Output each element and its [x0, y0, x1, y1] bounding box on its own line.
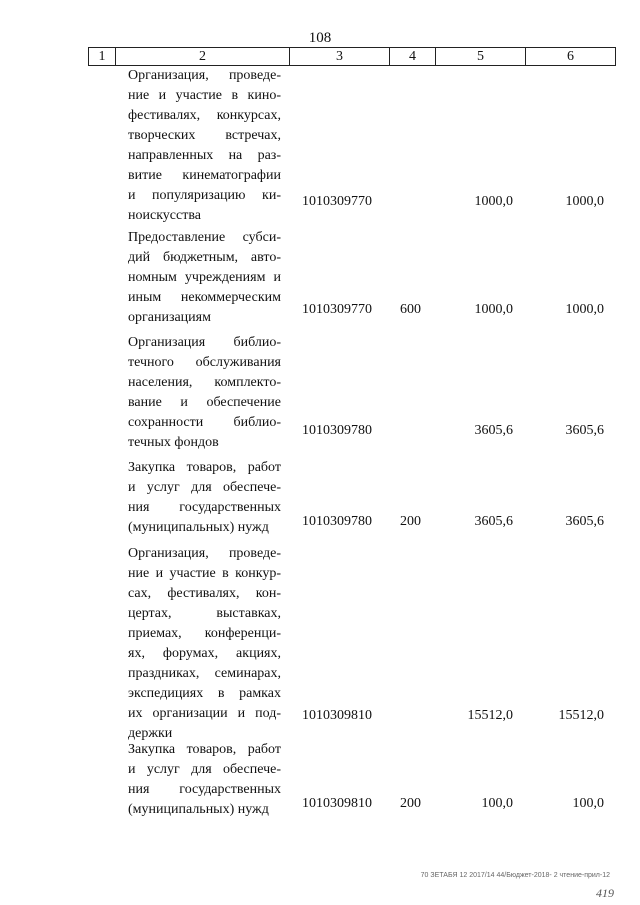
- expense-type: 200: [400, 514, 421, 529]
- description-line: праздниках, семинарах,: [128, 666, 281, 681]
- description-line: течного обслуживания: [128, 355, 281, 370]
- target-code: 1010309810: [302, 708, 372, 723]
- description-line: Организация библио-: [128, 335, 281, 350]
- row-description: [128, 458, 281, 538]
- amount-col6: 3605,6: [565, 423, 604, 438]
- target-code: 1010309770: [302, 302, 372, 317]
- target-code: 1010309780: [302, 514, 372, 529]
- description-line: направленных на раз-: [128, 148, 281, 163]
- description-line: Организация, проведе-: [128, 546, 281, 561]
- row-description: [128, 66, 281, 226]
- description-line: населения, комплекто-: [128, 375, 281, 390]
- description-line: ние и участие в кино-: [128, 88, 281, 103]
- page-number: 108: [308, 30, 332, 46]
- row-description: [128, 333, 281, 453]
- description-line: Предоставление субси-: [128, 230, 281, 245]
- amount-col6: 1000,0: [565, 194, 604, 209]
- amount-col6: 1000,0: [565, 302, 604, 317]
- description-line: их организации и под-: [128, 706, 281, 721]
- description-line: дий бюджетным, авто-: [128, 250, 281, 265]
- description-line: ния государственных: [128, 500, 281, 515]
- amount-col6: 100,0: [572, 796, 604, 811]
- description-line: (муниципальных) нужд: [128, 802, 269, 817]
- target-code: 1010309780: [302, 423, 372, 438]
- description-line: и популяризацию ки-: [128, 188, 281, 203]
- amount-col6: 15512,0: [558, 708, 604, 723]
- column-header-1: 1: [89, 48, 116, 65]
- description-line: и услуг для обеспече-: [128, 762, 281, 777]
- footer-document-stamp: 70 ЗЕТАБЯ 12 2017/14 44/Бюджет-2018- 2 чтение-прил-12: [420, 872, 610, 879]
- description-line: фестивалях, конкурсах,: [128, 108, 281, 123]
- description-line: (муниципальных) нужд: [128, 520, 269, 535]
- expense-type: 200: [400, 796, 421, 811]
- description-line: сохранности библио-: [128, 415, 281, 430]
- column-header-6: 6: [567, 48, 574, 64]
- amount-col5: 1000,0: [474, 302, 513, 317]
- description-line: течных фондов: [128, 435, 219, 450]
- description-line: Закупка товаров, работ: [128, 742, 281, 757]
- row-description: [128, 740, 281, 820]
- description-line: витие кинематографии: [128, 168, 281, 183]
- description-line: номным учреждениям и: [128, 270, 281, 285]
- amount-col5: 3605,6: [474, 423, 513, 438]
- column-header-3: 3: [290, 48, 390, 65]
- footer-page-number: 419: [596, 886, 614, 900]
- target-code: 1010309810: [302, 796, 372, 811]
- description-line: ноискусства: [128, 208, 201, 223]
- amount-col5: 3605,6: [474, 514, 513, 529]
- amount-col5: 1000,0: [474, 194, 513, 209]
- description-line: держки: [128, 726, 173, 741]
- amount-col5: 15512,0: [467, 708, 513, 723]
- amount-col6: 3605,6: [565, 514, 604, 529]
- description-line: приемах, конференци-: [128, 626, 281, 641]
- column-header-2: 2: [116, 48, 290, 65]
- column-header-5: 5: [436, 48, 526, 65]
- row-description: [128, 544, 281, 744]
- column-header-4: 4: [390, 48, 436, 65]
- table-header-row: [88, 47, 616, 66]
- description-line: творческих встречах,: [128, 128, 281, 143]
- amount-col5: 100,0: [481, 796, 513, 811]
- description-line: ния государственных: [128, 782, 281, 797]
- description-line: и услуг для обеспече-: [128, 480, 281, 495]
- description-line: организациям: [128, 310, 211, 325]
- description-line: ях, форумах, акциях,: [128, 646, 281, 661]
- description-line: ние и участие в конкур-: [128, 566, 281, 581]
- description-line: экспедициях в рамках: [128, 686, 281, 701]
- description-line: иным некоммерческим: [128, 290, 281, 305]
- description-line: Закупка товаров, работ: [128, 460, 281, 475]
- description-line: цертах, выставках,: [128, 606, 281, 621]
- description-line: вание и обеспечение: [128, 395, 281, 410]
- target-code: 1010309770: [302, 194, 372, 209]
- expense-type: 600: [400, 302, 421, 317]
- description-line: Организация, проведе-: [128, 68, 281, 83]
- row-description: [128, 228, 281, 328]
- description-line: сах, фестивалях, кон-: [128, 586, 281, 601]
